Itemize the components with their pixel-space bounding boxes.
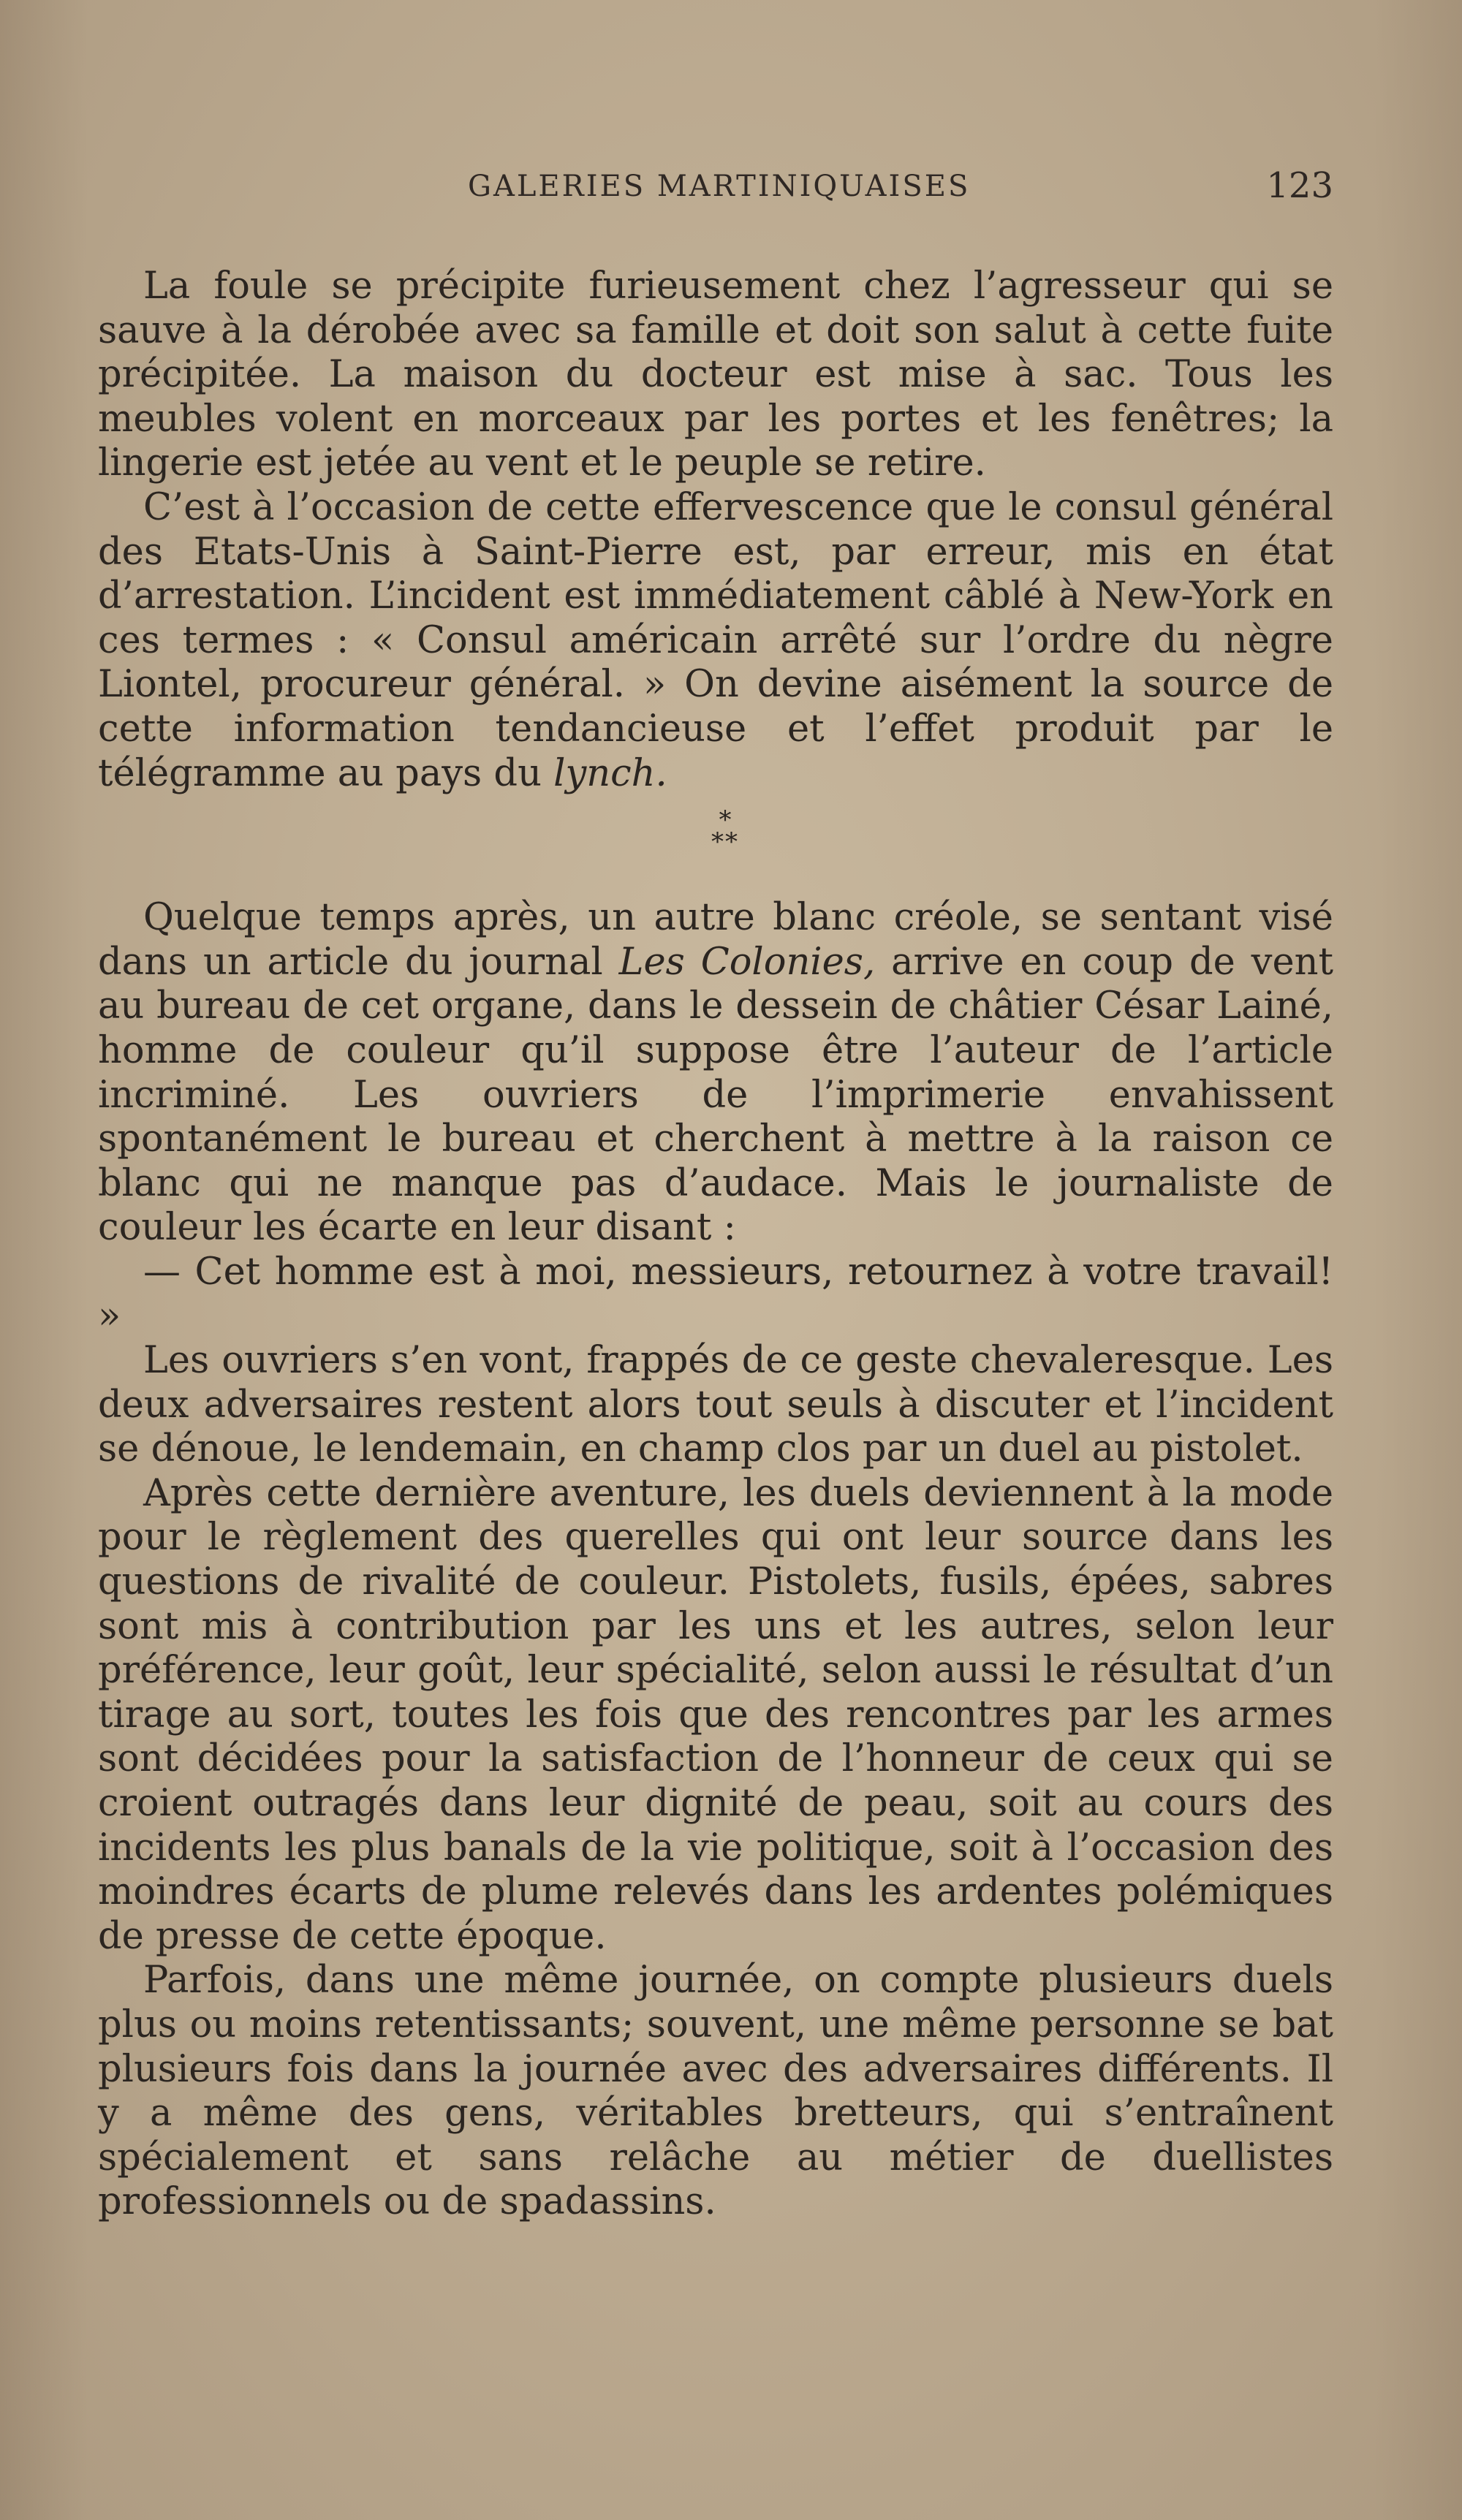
paragraph-4 bbox=[98, 1250, 1333, 1339]
asterism-icon bbox=[703, 805, 747, 857]
running-title: GALERIES MARTINIQUAISES bbox=[468, 170, 971, 203]
paragraph-7 bbox=[98, 1959, 1333, 2225]
paragraph-3-text-a: Quelque temps après, un autre blanc créole, se sentant visé dans un article du journal bbox=[98, 896, 1333, 984]
paragraph-2-text: C’est à l’occasion de cette effervescence que le consul général des Etats-Unis à Saint-Pierre est, par erreur, mis en état d’arrestation. L’incident est immédiatement câblé à New-York en ces termes : « Consul américain arrêté sur l’ordre du nègre Liontel, procureur général. » On devine aisément la source de cette information tendancieuse et l’effet produit par le télégramme au pays du bbox=[98, 485, 1333, 795]
paragraph-1-text: La foule se précipite furieusement chez l’agresseur qui se sauve à la dérobée avec sa famille et doit son salut à cette fuite précipitée. La maison du docteur est mise à sac. Tous les meubles volent en morceaux par les portes et les fenêtres; la lingerie est jetée au vent et le peuple se retire. bbox=[98, 265, 1333, 485]
asterism-top: * bbox=[719, 805, 732, 835]
paragraph-6-text: Après cette dernière aventure, les duels deviennent à la mode pour le règlement des querelles qui ont leur source dans les questions de rivalité de couleur. Pistolets, fusils, épées, sabres sont mis à contribution par les uns et les autres, selon leur préférence, leur goût, leur spécialité, selon aussi le résultat d’un tirage au sort, toutes les fois que des rencontres par les armes sont décidées pour la satisfaction de l’honneur de ceux qui se croient outragés dans leur dignité de peau, soit au cours des incidents les plus banals de la vie politique, soit à l’occasion des moindres écarts de plume relevés dans les ardentes polémiques de presse de cette époque. bbox=[98, 1471, 1333, 1958]
page-number: 123 bbox=[1266, 165, 1333, 206]
paragraph-4-text: — Cet homme est à moi, messieurs, retournez à votre travail! » bbox=[98, 1250, 1333, 1338]
paragraph-7-text: Parfois, dans une même journée, on compte plusieurs duels plus ou moins retentissants; souvent, une même personne se bat plusieurs fois dans la journée avec des adversaires différents. Il y a même des gens, véritables bretteurs, qui s’entraînent spécialement et sans relâche au métier de duellistes professionnels ou de spadassins. bbox=[98, 1959, 1333, 2224]
paragraph-3-journal-title: Les Colonies, bbox=[618, 940, 876, 984]
asterism-bottom: ** bbox=[711, 827, 739, 857]
paragraph-2-italic: lynch. bbox=[553, 751, 667, 795]
paragraph-6 bbox=[98, 1472, 1333, 1959]
paragraph-3 bbox=[98, 896, 1333, 1250]
body-text bbox=[98, 265, 1333, 2225]
paragraph-1 bbox=[98, 265, 1333, 486]
paragraph-5-text: Les ouvriers s’en vont, frappés de ce geste chevaleresque. Les deux adversaires restent alors tout seuls à discuter et l’incident se dénoue, le lendemain, en champ clos par un duel au pistolet. bbox=[98, 1339, 1333, 1471]
paragraph-2 bbox=[98, 486, 1333, 796]
section-separator bbox=[98, 796, 1333, 896]
paragraph-5 bbox=[98, 1339, 1333, 1472]
paragraph-3-text-b: arrive en coup de vent au bureau de cet organe, dans le dessein de châtier César Lainé, homme de couleur qu’il suppose être l’auteur de l’article incriminé. Les ouvriers de l’imprimerie envahissent spontanément le bureau et cherchent à mettre à la raison ce blanc qui ne manque pas d’audace. Mais le journaliste de couleur les écarte en leur disant : bbox=[98, 940, 1333, 1250]
